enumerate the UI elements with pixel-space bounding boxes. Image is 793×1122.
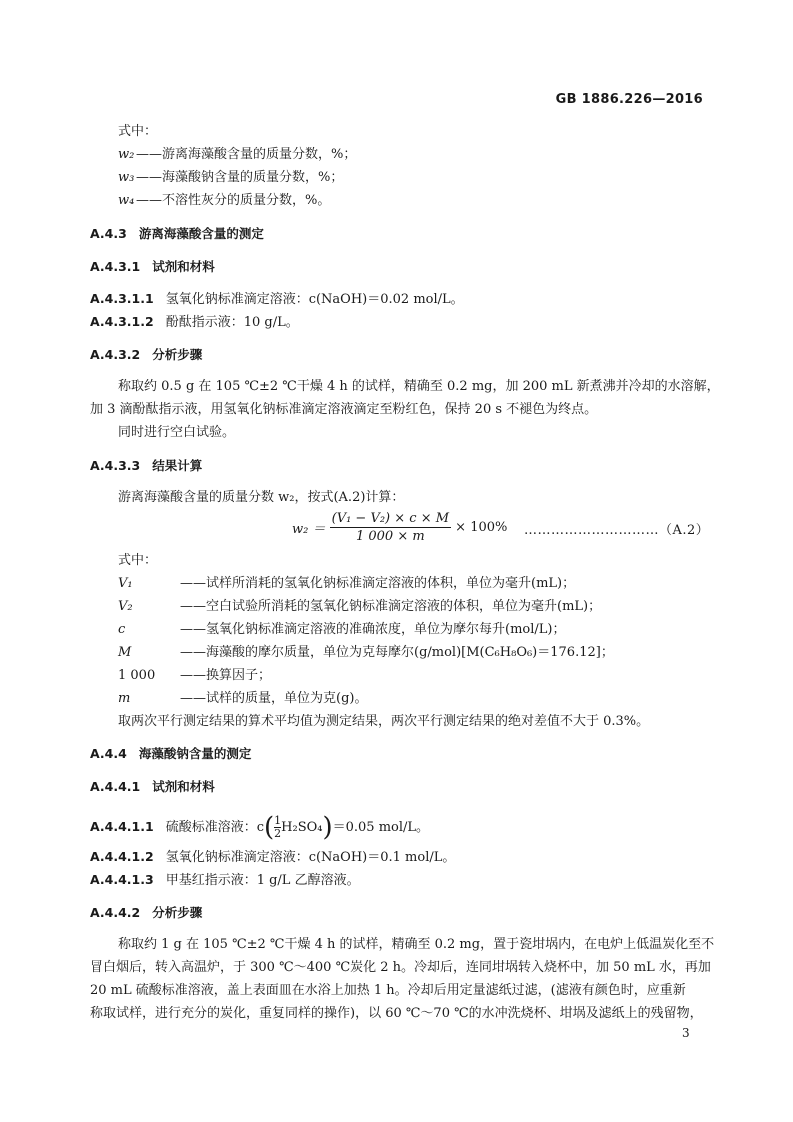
paragraph-line: 加 3 滴酚酞指示液，用氢氧化钠标准滴定溶液滴定至粉红色，保持 20 s 不褪色为终点。 xyxy=(90,402,598,417)
definition-line xyxy=(118,169,343,187)
clause-text: 甲基红指示液：1 g/L 乙醇溶液。 xyxy=(165,873,360,888)
page-number: 3 xyxy=(682,1026,690,1040)
section-title: 结果计算 xyxy=(152,458,203,473)
where-label: 式中： xyxy=(118,124,158,139)
paragraph-line: 称取约 1 g 在 105 ℃±2 ℃干燥 4 h 的试样，精确至 0.2 mg，置于瓷坩埚内，在电炉上低温炭化至不 xyxy=(118,937,715,952)
paragraph-line: 称取约 0.5 g 在 105 ℃±2 ℃干燥 4 h 的试样，精确至 0.2 mg，加 200 mL 新煮沸并冷却的水溶解， xyxy=(118,379,720,394)
definition-text: ——试样所消耗的氢氧化钠标准滴定溶液的体积，单位为毫升(mL)； xyxy=(180,576,576,591)
definition-line xyxy=(118,667,271,685)
paragraph-line: 游离海藻酸含量的质量分数 w₂，按式(A.2)计算： xyxy=(118,490,405,505)
clause-number: A.4.3.1.1 xyxy=(90,291,154,306)
definition-text: ——换算因子； xyxy=(180,668,272,683)
definition-text: ——试样的质量，单位为克(g)。 xyxy=(180,691,368,706)
definition-line xyxy=(118,146,356,164)
section-number: A.4.4.1 xyxy=(90,779,141,794)
section-heading xyxy=(90,778,215,796)
section-number: A.4.4 xyxy=(90,746,127,761)
paragraph-line: 20 mL 硫酸标准溶液，盖上表面皿在水浴上加热 1 h。冷却后用定量滤纸过滤，(滤液有颜色时，应重新 xyxy=(90,983,686,998)
formula-denominator: 1 000 × m xyxy=(355,529,425,544)
clause-text: 氢氧化钠标准滴定溶液：c(NaOH)＝0.1 mol/L。 xyxy=(165,850,456,865)
section-heading xyxy=(90,258,215,276)
section-title: 试剂和材料 xyxy=(152,779,215,794)
clause-number: A.4.4.1.2 xyxy=(90,849,154,864)
section-number: A.4.3.3 xyxy=(90,458,141,473)
definition-text: ——游离海藻酸含量的质量分数，%； xyxy=(136,147,357,162)
definition-text: ——海藻酸钠含量的质量分数，%； xyxy=(136,170,344,185)
equation-label: …………………………（A.2） xyxy=(524,523,710,538)
chemical-species: H₂SO₄ xyxy=(281,820,323,835)
section-title: 分析步骤 xyxy=(152,347,203,362)
clause-line xyxy=(90,871,360,890)
section-heading xyxy=(90,346,202,364)
definition-line xyxy=(118,598,601,616)
clause-line xyxy=(90,848,455,867)
definition-line xyxy=(118,575,575,593)
section-heading xyxy=(90,904,202,922)
symbol: V₂ xyxy=(118,599,133,614)
clause-text-suffix: ＝0.05 mol/L。 xyxy=(332,820,430,835)
symbol: m xyxy=(118,691,131,706)
formula-tail: × 100% xyxy=(455,520,508,535)
clause-number: A.4.4.1.3 xyxy=(90,872,154,887)
definition-line xyxy=(118,621,565,639)
clause-text-prefix: 硫酸标准溶液：c xyxy=(165,820,264,835)
section-number: A.4.3.2 xyxy=(90,347,141,362)
definition-text: ——不溶性灰分的质量分数，%。 xyxy=(136,193,331,208)
symbol: w₃ xyxy=(118,170,135,185)
symbol: c xyxy=(118,622,126,637)
paragraph-line: 同时进行空白试验。 xyxy=(118,425,236,440)
fraction-bottom: 2 xyxy=(274,827,282,840)
section-title: 试剂和材料 xyxy=(152,259,215,274)
paragraph-line: 取两次平行测定结果的算术平均值为测定结果，两次平行测定结果的绝对差值不大于 0.3%。 xyxy=(118,714,650,729)
definition-text: ——空白试验所消耗的氢氧化钠标准滴定溶液的体积，单位为毫升(mL)； xyxy=(180,599,602,614)
formula-lhs: w₂ ＝ xyxy=(292,522,326,537)
section-number: A.4.4.2 xyxy=(90,905,141,920)
definition-text: ——海藻酸的摩尔质量，单位为克每摩尔(g/mol)[M(C₆H₈O₆)＝176.12]； xyxy=(180,645,614,660)
section-number: A.4.3 xyxy=(90,226,127,241)
standard-number: GB 1886.226—2016 xyxy=(555,92,703,107)
definition-line xyxy=(118,192,330,210)
where-label: 式中： xyxy=(118,553,158,568)
symbol: V₁ xyxy=(118,576,133,591)
clause-text: 酚酞指示液：10 g/L。 xyxy=(165,315,299,330)
open-paren: ( xyxy=(263,812,275,843)
clause-text: 氢氧化钠标准滴定溶液：c(NaOH)＝0.02 mol/L。 xyxy=(165,292,464,307)
section-title: 海藻酸钠含量的测定 xyxy=(138,746,252,761)
symbol: M xyxy=(118,645,132,660)
clause-line xyxy=(90,290,464,309)
definition-line xyxy=(118,690,367,708)
paragraph-line: 冒白烟后，转入高温炉，于 300 ℃～400 ℃炭化 2 h。冷却后，连同坩埚转入烧杯中，加 50 mL 水，再加 xyxy=(90,960,711,975)
close-paren: ) xyxy=(322,812,333,843)
definition-text: ——氢氧化钠标准滴定溶液的准确浓度，单位为摩尔每升(mol/L)； xyxy=(180,622,566,637)
clause-number: A.4.3.1.2 xyxy=(90,314,154,329)
symbol: 1 000 xyxy=(118,668,156,683)
formula-fraction xyxy=(330,511,451,544)
paragraph-line: 称取试样，进行充分的炭化，重复同样的操作)，以 60 ℃～70 ℃的水冲洗烧杯、坩埚及滤纸上的残留物， xyxy=(90,1006,703,1021)
fraction-top: 1 xyxy=(274,814,282,827)
symbol: w₄ xyxy=(118,193,135,208)
section-heading xyxy=(90,745,251,763)
clause-number: A.4.4.1.1 xyxy=(90,819,154,834)
section-heading xyxy=(90,457,202,475)
definition-line xyxy=(118,644,614,662)
formula-numerator: (V₁ − V₂) × c × M xyxy=(331,511,450,526)
formula xyxy=(292,511,507,544)
section-title: 分析步骤 xyxy=(152,905,203,920)
section-number: A.4.3.1 xyxy=(90,259,141,274)
clause-line xyxy=(90,313,299,332)
section-heading xyxy=(90,225,264,243)
clause-line xyxy=(90,812,429,843)
section-title: 游离海藻酸含量的测定 xyxy=(138,226,264,241)
symbol: w₂ xyxy=(118,147,135,162)
